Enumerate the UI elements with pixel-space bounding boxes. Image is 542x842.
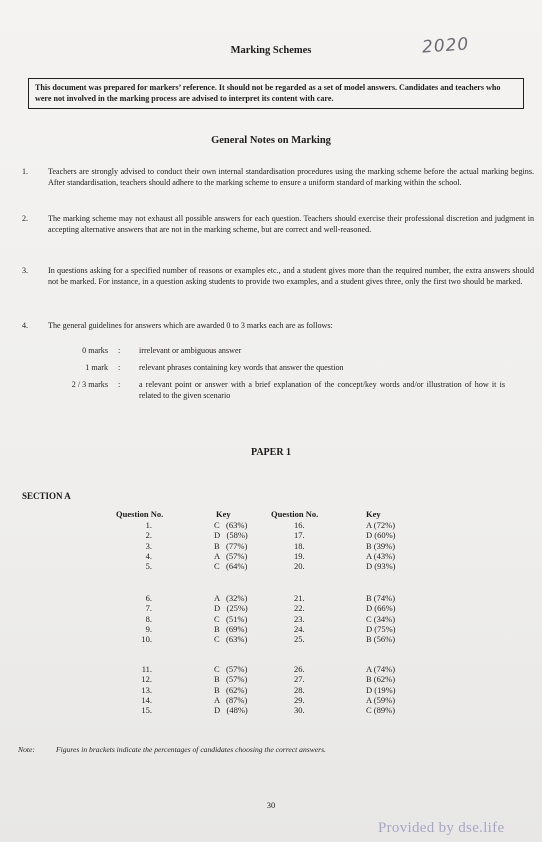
note-text: The general guidelines for answers which are awarded 0 to 3 marks each are as follows: [48, 321, 333, 330]
question-number: 28. [294, 684, 305, 695]
general-notes-heading: General Notes on Marking [211, 135, 331, 146]
question-number: 26. [294, 664, 305, 674]
answer-key: B (62%) [214, 684, 248, 695]
handwritten-year: 2020 [421, 34, 470, 58]
question-number: 25. [294, 634, 305, 645]
marks-colon: : [118, 363, 121, 372]
question-number: 20. [294, 561, 305, 572]
paper-heading: PAPER 1 [250, 447, 292, 458]
marks-colon: : [118, 380, 121, 389]
marks-label: 2 / 3 marks [71, 380, 108, 389]
question-number: 16. [294, 520, 305, 530]
question-number: 1. [145, 520, 152, 530]
answer-key: C (63%) [214, 634, 248, 645]
note-number: 4. [22, 321, 29, 330]
question-number: 23. [294, 613, 305, 624]
answer-key: D (19%) [366, 684, 396, 695]
question-number: 5. [145, 561, 152, 572]
question-number: 22. [294, 603, 305, 614]
answer-key: C (63%) [214, 520, 248, 530]
answer-key: B (69%) [214, 623, 248, 634]
answer-key: A (72%) [366, 520, 396, 530]
answer-key: B (77%) [214, 540, 248, 551]
marks-description: relevant phrases containing key words that answer the question [139, 363, 344, 372]
disclaimer-box: This document was prepared for markers’ reference. It should not be regarded as a set of model answers. Candidates and teachers who were not involved in the marking process are advised to interpret its content with care. [28, 78, 524, 109]
marks-label: 0 marks [82, 346, 108, 355]
question-no-header: Question No. [271, 509, 319, 519]
question-number: 2. [145, 530, 152, 541]
answer-key: D (58%) [214, 530, 248, 541]
marks-description: a relevant point or answer with a brief explanation of the concept/key words and/or illustration of how it is related to the given scenario [139, 380, 505, 400]
marks-description: irrelevant or ambiguous answer [139, 346, 242, 355]
answer-key: A (74%) [366, 664, 396, 674]
question-number: 9. [145, 623, 152, 634]
note-number: 2. [22, 214, 29, 223]
answer-key: A (87%) [214, 694, 248, 705]
question-number: 3. [145, 540, 152, 551]
question-number: 10. [141, 634, 152, 645]
footnote-label: Note: [18, 745, 35, 754]
answer-key: A (57%) [214, 550, 248, 561]
question-number: 6. [145, 593, 152, 603]
answer-key: C (51%) [214, 613, 248, 624]
note-text: Teachers are strongly advised to conduct their own internal standardisation procedures using the marking scheme before the actual marking begins. After standardisation, teachers should adhere to the marking scheme to ensure a uniform standard of marking within the school. [48, 167, 534, 187]
answer-key: B (39%) [366, 540, 396, 551]
answer-key: A (43%) [366, 550, 396, 561]
footnote-text: Figures in brackets indicate the percentages of candidates choosing the correct answers. [56, 745, 326, 754]
answer-key: A (32%) [214, 593, 248, 603]
answer-key: C (57%) [214, 664, 248, 674]
answer-key: D (25%) [214, 603, 248, 614]
page-title: Marking Schemes [230, 45, 312, 56]
answer-key: D (66%) [366, 603, 396, 614]
key-header: Key [366, 509, 381, 519]
answer-key: A (59%) [366, 694, 396, 705]
question-number: 18. [294, 540, 305, 551]
question-number: 13. [141, 684, 152, 695]
note-number: 1. [22, 167, 29, 176]
question-number: 14. [141, 694, 152, 705]
answer-key: C (89%) [366, 705, 396, 716]
marks-colon: : [118, 346, 121, 355]
answer-key: B (57%) [214, 674, 248, 685]
answer-key: D (93%) [366, 561, 396, 572]
note-text: In questions asking for a specified number of reasons or examples etc., and a student gives more than the required number, the extra answers should not be marked. For instance, in a question asking students to provide two examples, and a student gives three, only the first two should be marked. [48, 266, 534, 286]
question-number: 11. [141, 664, 152, 674]
question-number: 19. [294, 550, 305, 561]
question-no-header: Question No. [116, 509, 164, 519]
watermark: Provided by dse.life [378, 820, 505, 836]
question-number: 12. [141, 674, 152, 685]
page-number: 30 [266, 800, 276, 810]
question-number: 27. [294, 674, 305, 685]
answer-key: C (64%) [214, 561, 248, 572]
key-header: Key [216, 509, 231, 519]
question-number: 15. [141, 705, 152, 716]
note-number: 3. [22, 266, 29, 275]
answer-key: B (56%) [366, 634, 396, 645]
question-number: 17. [294, 530, 305, 541]
question-number: 29. [294, 694, 305, 705]
question-number: 24. [294, 623, 305, 634]
question-number: 21. [294, 593, 305, 603]
answer-key: C (34%) [366, 613, 396, 624]
answer-key: D (60%) [366, 530, 396, 541]
answer-key: B (74%) [366, 593, 396, 603]
section-heading: SECTION A [22, 491, 71, 501]
note-text: The marking scheme may not exhaust all possible answers for each question. Teachers should exercise their professional discretion and judgment in accepting alternative answers that are not in the marking scheme, but are correct and well-reasoned. [48, 214, 534, 234]
answer-key: B (62%) [366, 674, 396, 685]
question-number: 7. [145, 603, 152, 614]
question-number: 8. [145, 613, 152, 624]
question-number: 4. [145, 550, 152, 561]
answer-key: D (48%) [214, 705, 248, 716]
answer-key: D (75%) [366, 623, 396, 634]
question-number: 30. [294, 705, 305, 716]
marks-label: 1 mark [85, 363, 108, 372]
